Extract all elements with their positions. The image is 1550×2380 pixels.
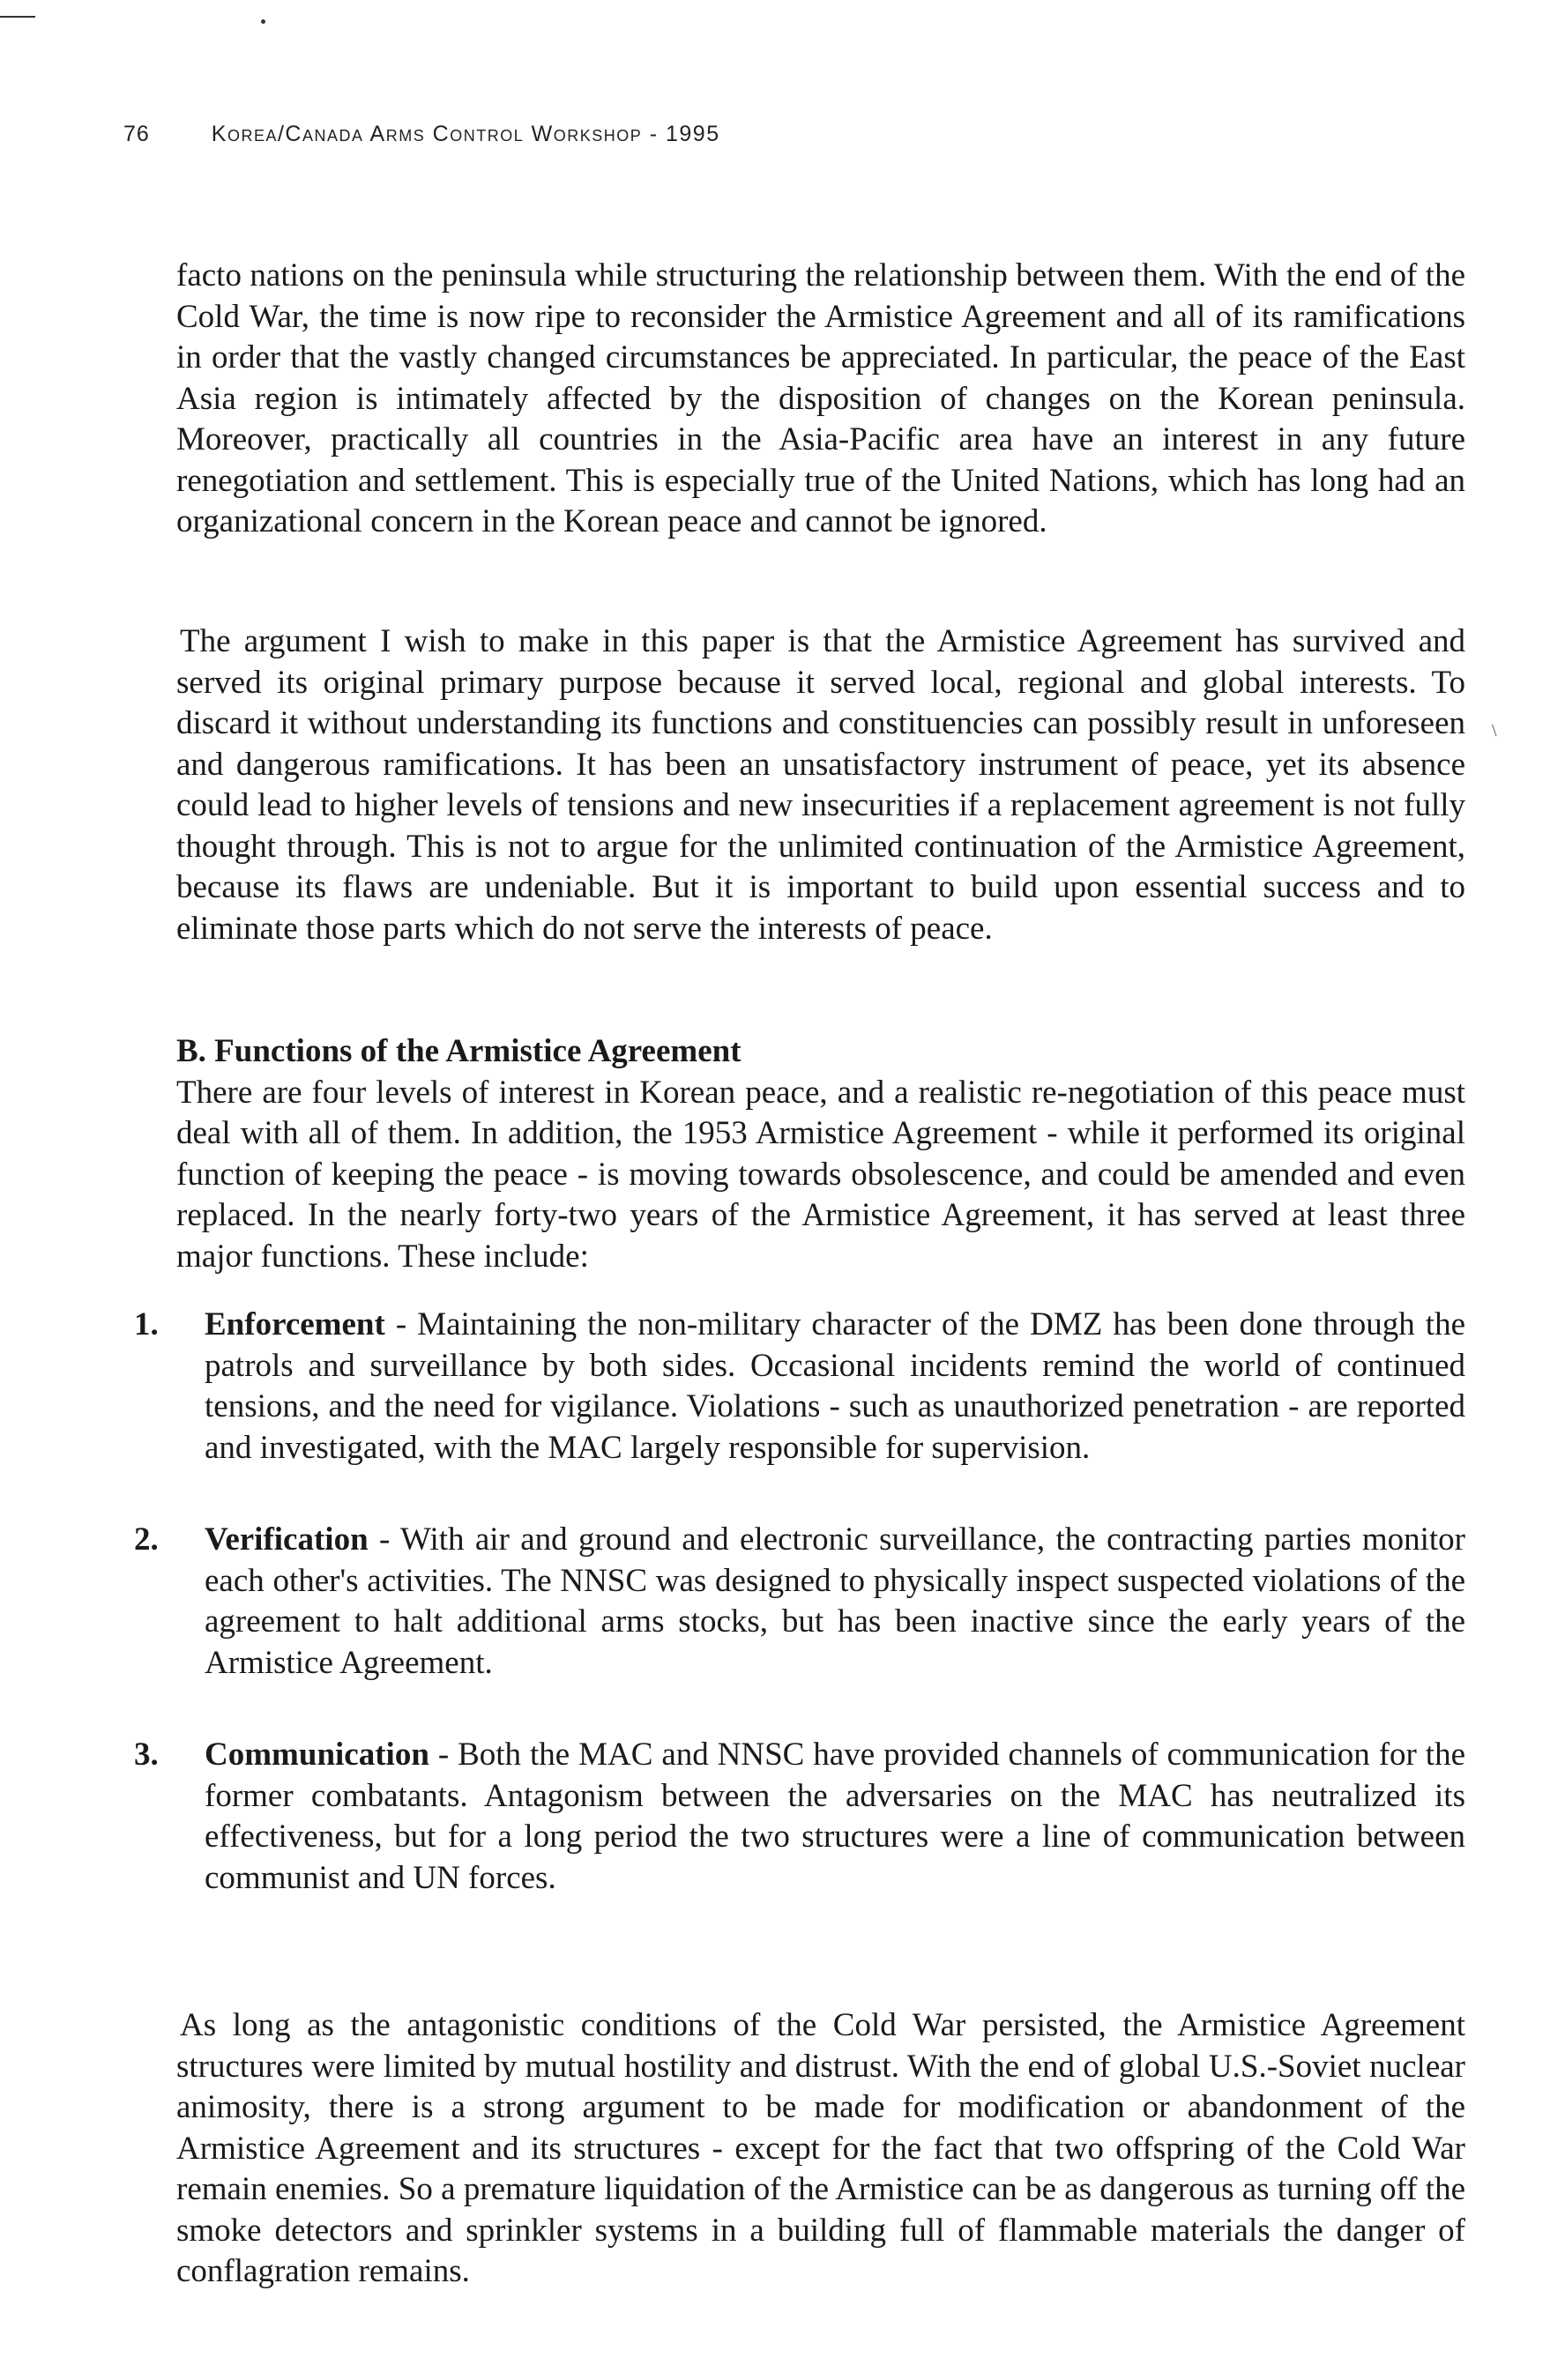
paragraph-conclusion bbox=[176, 2005, 1465, 2293]
list-item-verification bbox=[134, 1520, 1465, 1684]
list-text: - Maintaining the non-military character of the DMZ has been done through the patrols and surveillance by both sides. Occasional incidents remind the world of continued tensions, and the need for vigilance. Violations - such as unauthorized penetration - are reported and investigated, with the MAC largely responsible for supervision. bbox=[205, 1306, 1465, 1466]
page-header bbox=[123, 122, 720, 147]
list-item-enforcement bbox=[134, 1305, 1465, 1469]
list-number: 2. bbox=[134, 1521, 159, 1558]
paragraph-continuation bbox=[176, 256, 1465, 543]
list-term: Enforcement bbox=[205, 1306, 385, 1342]
section-heading: B. Functions of the Armistice Agreement bbox=[176, 1033, 741, 1069]
paragraph-text: As long as the antagonistic conditions of the Cold War persisted, the Armistice Agreement structures were limited by mutual hostility and distrust. With the end of global U.S.-Soviet nuclear animosity, there is a strong argument to be made for modification or abandonment of the Armistice Agreement and its structures - except for the fact that two offspring of the Cold War remain enemies. So a premature liquidation of the Armistice can be as dangerous as turning off the smoke detectors and sprinkler systems in a building full of flammable materials the danger of conflagration remains. bbox=[176, 2007, 1465, 2289]
list-number: 1. bbox=[134, 1306, 159, 1342]
list-text: - With air and ground and electronic surveillance, the contracting parties monitor each other's activities. The NNSC was designed to physically inspect suspected violations of the agreement to halt additional arms stocks, but has been inactive since the early years of the Armistice Agreement. bbox=[205, 1521, 1465, 1681]
scan-artifact-dot bbox=[261, 19, 265, 24]
list-text: - Both the MAC and NNSC have provided channels of communication for the former combatants. Antagonism between the adversaries on the MAC has neutralized its effectiveness, but for a long period the two structures were a line of communication between communist and UN forces. bbox=[205, 1737, 1465, 1896]
list-number: 3. bbox=[134, 1737, 159, 1773]
page-number: 76 bbox=[123, 122, 150, 146]
scan-artifact-dash bbox=[0, 16, 35, 18]
list-term: Verification bbox=[205, 1521, 369, 1558]
section-b bbox=[176, 1031, 1465, 1277]
margin-mark: \ bbox=[1492, 721, 1497, 740]
list-term: Communication bbox=[205, 1737, 429, 1773]
paragraph-text: The argument I wish to make in this paper is that the Armistice Agreement has survived and served its original primary purpose because it served local, regional and global interests. To discard it without understanding its functions and constituencies can possibly result in unforeseen and dangerous ramifications. It has been an unsatisfactory instrument of peace, yet its absence could lead to higher levels of tensions and new insecurities if a replacement agreement is not fully thought through. This is not to argue for the unlimited continuation of the Armistice Agreement, because its flaws are undeniable. But it is important to build upon essential success and to eliminate those parts which do not serve the interests of peace. bbox=[176, 623, 1465, 947]
running-head: Korea/Canada Arms Control Workshop - 1995 bbox=[211, 122, 720, 146]
paragraph-text: facto nations on the peninsula while structuring the relationship between them. With the end of the Cold War, the time is now ripe to reconsider the Armistice Agreement and all of its ramifications in order that the vastly changed circumstances be appreciated. In particular, the peace of the East Asia region is intimately affected by the disposition of changes on the Korean peninsula. Moreover, practically all countries in the Asia-Pacific area have an interest in any future renegotiation and settlement. This is especially true of the United Nations, which has long had an organizational concern in the Korean peace and cannot be ignored. bbox=[176, 257, 1465, 539]
paragraph-argument bbox=[176, 621, 1465, 949]
functions-list bbox=[134, 1305, 1465, 1950]
section-intro: There are four levels of interest in Korean peace, and a realistic re-negotiation of this peace must deal with all of them. In addition, the 1953 Armistice Agreement - while it performed its original function of keeping the peace - is moving towards obsolescence, and could be amended and even replaced. In the nearly forty-two years of the Armistice Agreement, it has served at least three major functions. These include: bbox=[176, 1074, 1465, 1275]
list-item-communication bbox=[134, 1735, 1465, 1899]
